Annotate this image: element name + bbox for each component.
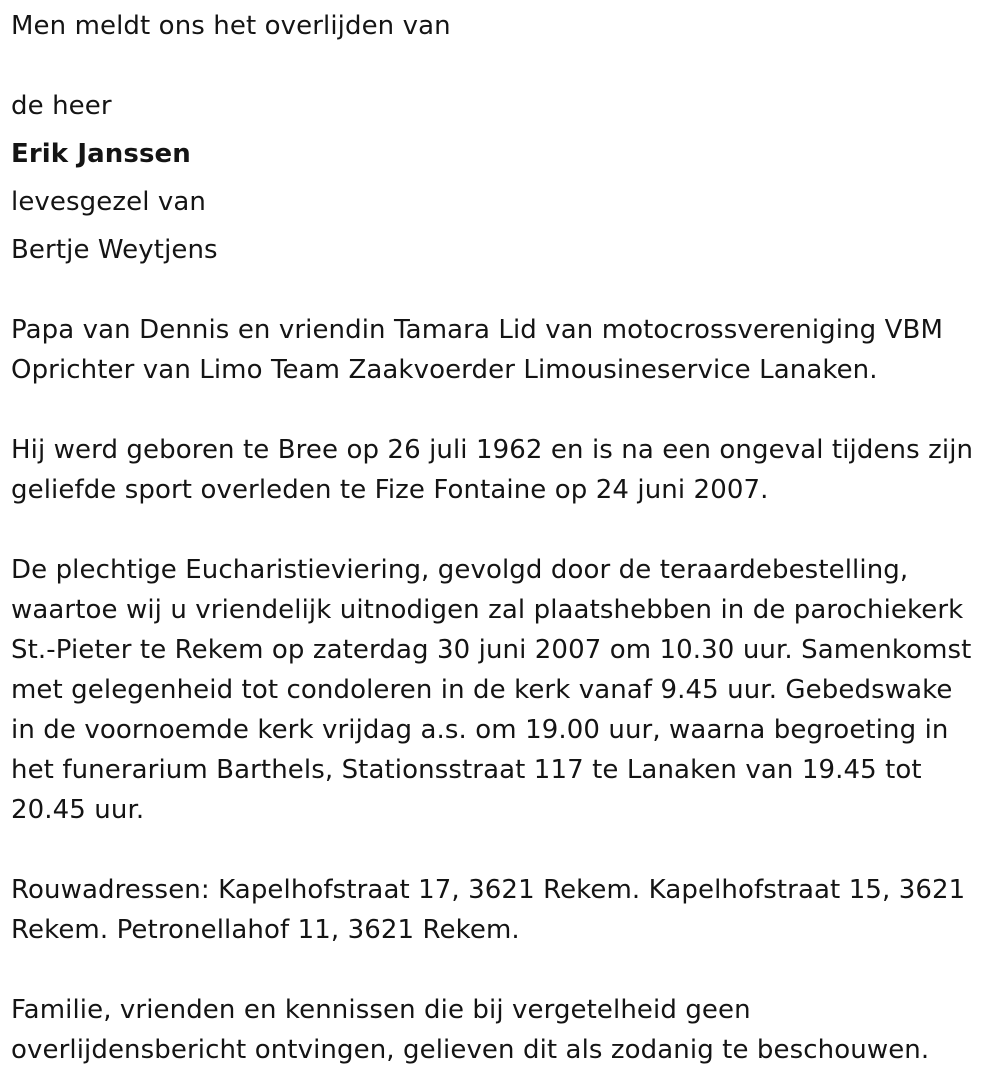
ceremony-line-2: waartoe wij u vriendelijk uitnodigen zal plaatshebben in de parochiekerk xyxy=(11,595,964,625)
relation-text: levesgezel van xyxy=(11,187,206,217)
ceremony-line-5: in de voornoemde kerk vrijdag a.s. om 19.00 uur, waarna begroeting in xyxy=(11,715,949,745)
addresses-line-2: Rekem. Petronellahof 11, 3621 Rekem. xyxy=(11,915,520,945)
ceremony-line-7: 20.45 uur. xyxy=(11,795,145,825)
family-line-1: Papa van Dennis en vriendin Tamara Lid van motocrossvereniging VBM xyxy=(11,315,943,345)
title-text: de heer xyxy=(11,91,112,121)
closing-line-2: overlijdensbericht ontvingen, gelieven dit als zodanig te beschouwen. xyxy=(11,1035,930,1065)
intro-text: Men meldt ons het overlijden van xyxy=(11,11,451,41)
ceremony-line-1: De plechtige Eucharistieviering, gevolgd door de teraardebestelling, xyxy=(11,555,909,585)
birth-death-line-2: geliefde sport overleden te Fize Fontaine op 24 juni 2007. xyxy=(11,475,769,505)
deceased-name: Erik Janssen xyxy=(11,139,191,169)
ceremony-line-4: met gelegenheid tot condoleren in de kerk vanaf 9.45 uur. Gebedswake xyxy=(11,675,953,705)
ceremony-line-3: St.-Pieter te Rekem op zaterdag 30 juni 2007 om 10.30 uur. Samenkomst xyxy=(11,635,972,665)
ceremony-line-6: het funerarium Barthels, Stationsstraat 117 te Lanaken van 19.45 tot xyxy=(11,755,922,785)
closing-line-1: Familie, vrienden en kennissen die bij vergetelheid geen xyxy=(11,995,751,1025)
addresses-line-1: Rouwadressen: Kapelhofstraat 17, 3621 Rekem. Kapelhofstraat 15, 3621 xyxy=(11,875,966,905)
birth-death-line-1: Hij werd geboren te Bree op 26 juli 1962 en is na een ongeval tijdens zijn xyxy=(11,435,974,465)
family-line-2: Oprichter van Limo Team Zaakvoerder Limousineservice Lanaken. xyxy=(11,355,878,385)
partner-name: Bertje Weytjens xyxy=(11,235,218,265)
